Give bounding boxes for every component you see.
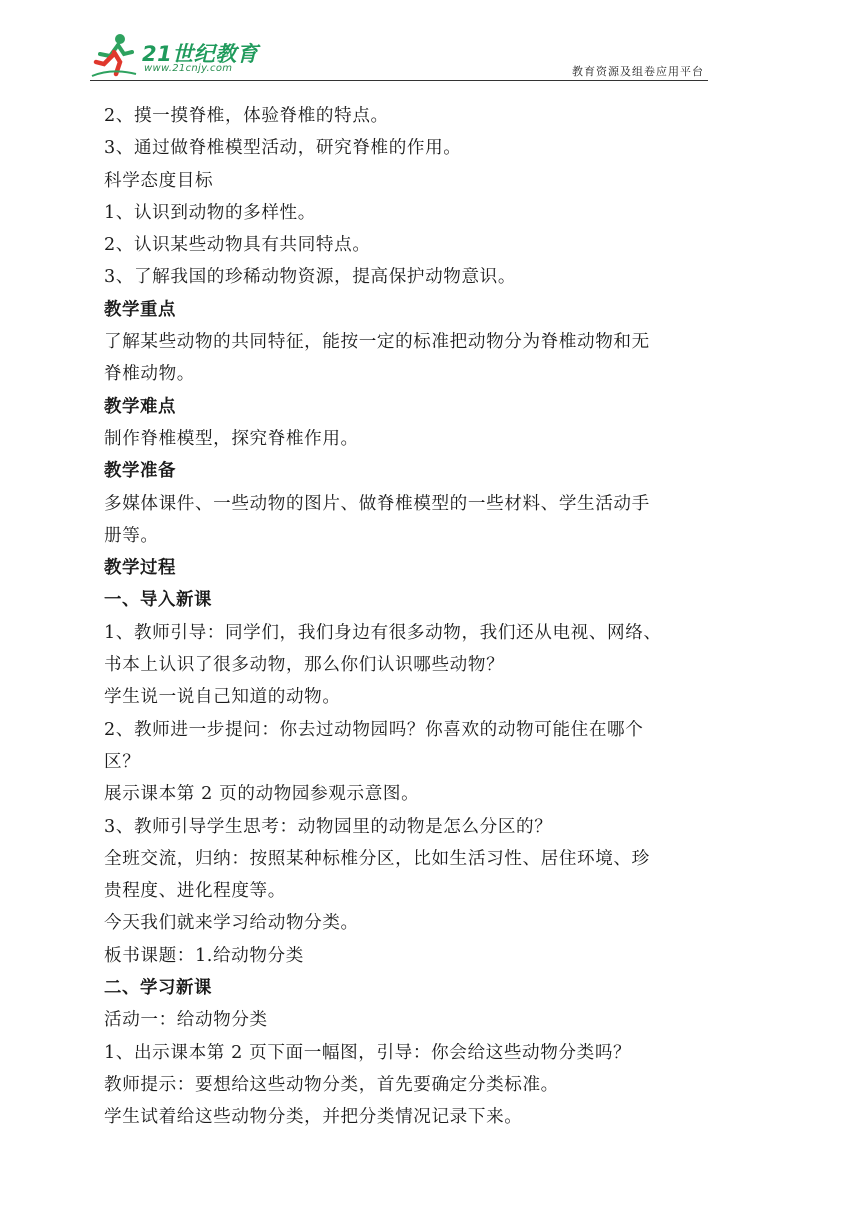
text-line: 2、摸一摸脊椎，体验脊椎的特点。	[104, 106, 389, 126]
text-line: 制作脊椎模型，探究脊椎作用。	[104, 428, 359, 449]
section-heading: 教学难点	[104, 396, 176, 417]
text-line: 教师提示：要想给这些动物分类，首先要确定分类标准。	[104, 1074, 559, 1095]
section-heading: 教学过程	[104, 558, 176, 579]
text-line: 科学态度目标	[104, 170, 214, 191]
section-heading: 二、学习新课	[104, 978, 212, 999]
section-heading: 教学准备	[104, 461, 176, 482]
text-line: 了解某些动物的共同特征，能按一定的标准把动物分为脊椎动物和无	[104, 332, 650, 353]
header-tagline: 教育资源及组卷应用平台	[572, 65, 704, 78]
document-body	[104, 100, 714, 1134]
text-line: 1、出示课本第 2 页下面一幅图，引导：你会给这些动物分类吗？	[104, 1042, 632, 1063]
site-logo[interactable]	[90, 30, 270, 78]
page-header	[90, 30, 708, 81]
text-line: 全班交流，归纳：按照某种标椎分区，比如生活习性、居住环境、珍	[104, 848, 650, 869]
text-line: 1、教师引导：同学们，我们身边有很多动物，我们还从电视、网络、	[104, 622, 662, 643]
text-line: 多媒体课件、一些动物的图片、做脊椎模型的一些材料、学生活动手	[104, 493, 650, 514]
logo-title: 21世纪教育	[142, 42, 259, 66]
text-line: 板书课题：1.给动物分类	[104, 945, 304, 966]
text-line: 展示课本第 2 页的动物园参观示意图。	[104, 784, 420, 805]
text-line: 书本上认识了很多动物，那么你们认识哪些动物？	[104, 655, 505, 676]
text-line: 1、认识到动物的多样性。	[104, 202, 316, 223]
text-line: 2、认识某些动物具有共同特点。	[104, 235, 371, 256]
text-line: 活动一：给动物分类	[104, 1010, 268, 1031]
text-line: 2、教师进一步提问：你去过动物园吗？你喜欢的动物可能住在哪个	[104, 719, 644, 740]
text-line: 今天我们就来学习给动物分类。	[104, 913, 359, 934]
text-line: 学生试着给这些动物分类，并把分类情况记录下来。	[104, 1107, 523, 1128]
text-line: 脊椎动物。	[104, 364, 195, 385]
logo-url: www.21cnjy.com	[144, 63, 233, 74]
text-line: 册等。	[104, 525, 159, 546]
text-line: 3、教师引导学生思考：动物园里的动物是怎么分区的？	[104, 816, 553, 837]
text-line: 3、通过做脊椎模型活动，研究脊椎的作用。	[104, 138, 462, 159]
running-figure-icon	[90, 32, 140, 78]
section-heading: 一、导入新课	[104, 590, 212, 611]
text-line: 区？	[104, 751, 141, 772]
text-line: 贵程度、进化程度等。	[104, 881, 286, 902]
text-line: 3、了解我国的珍稀动物资源，提高保护动物意识。	[104, 267, 517, 288]
section-heading: 教学重点	[104, 299, 176, 320]
text-line: 学生说一说自己知道的动物。	[104, 687, 341, 708]
